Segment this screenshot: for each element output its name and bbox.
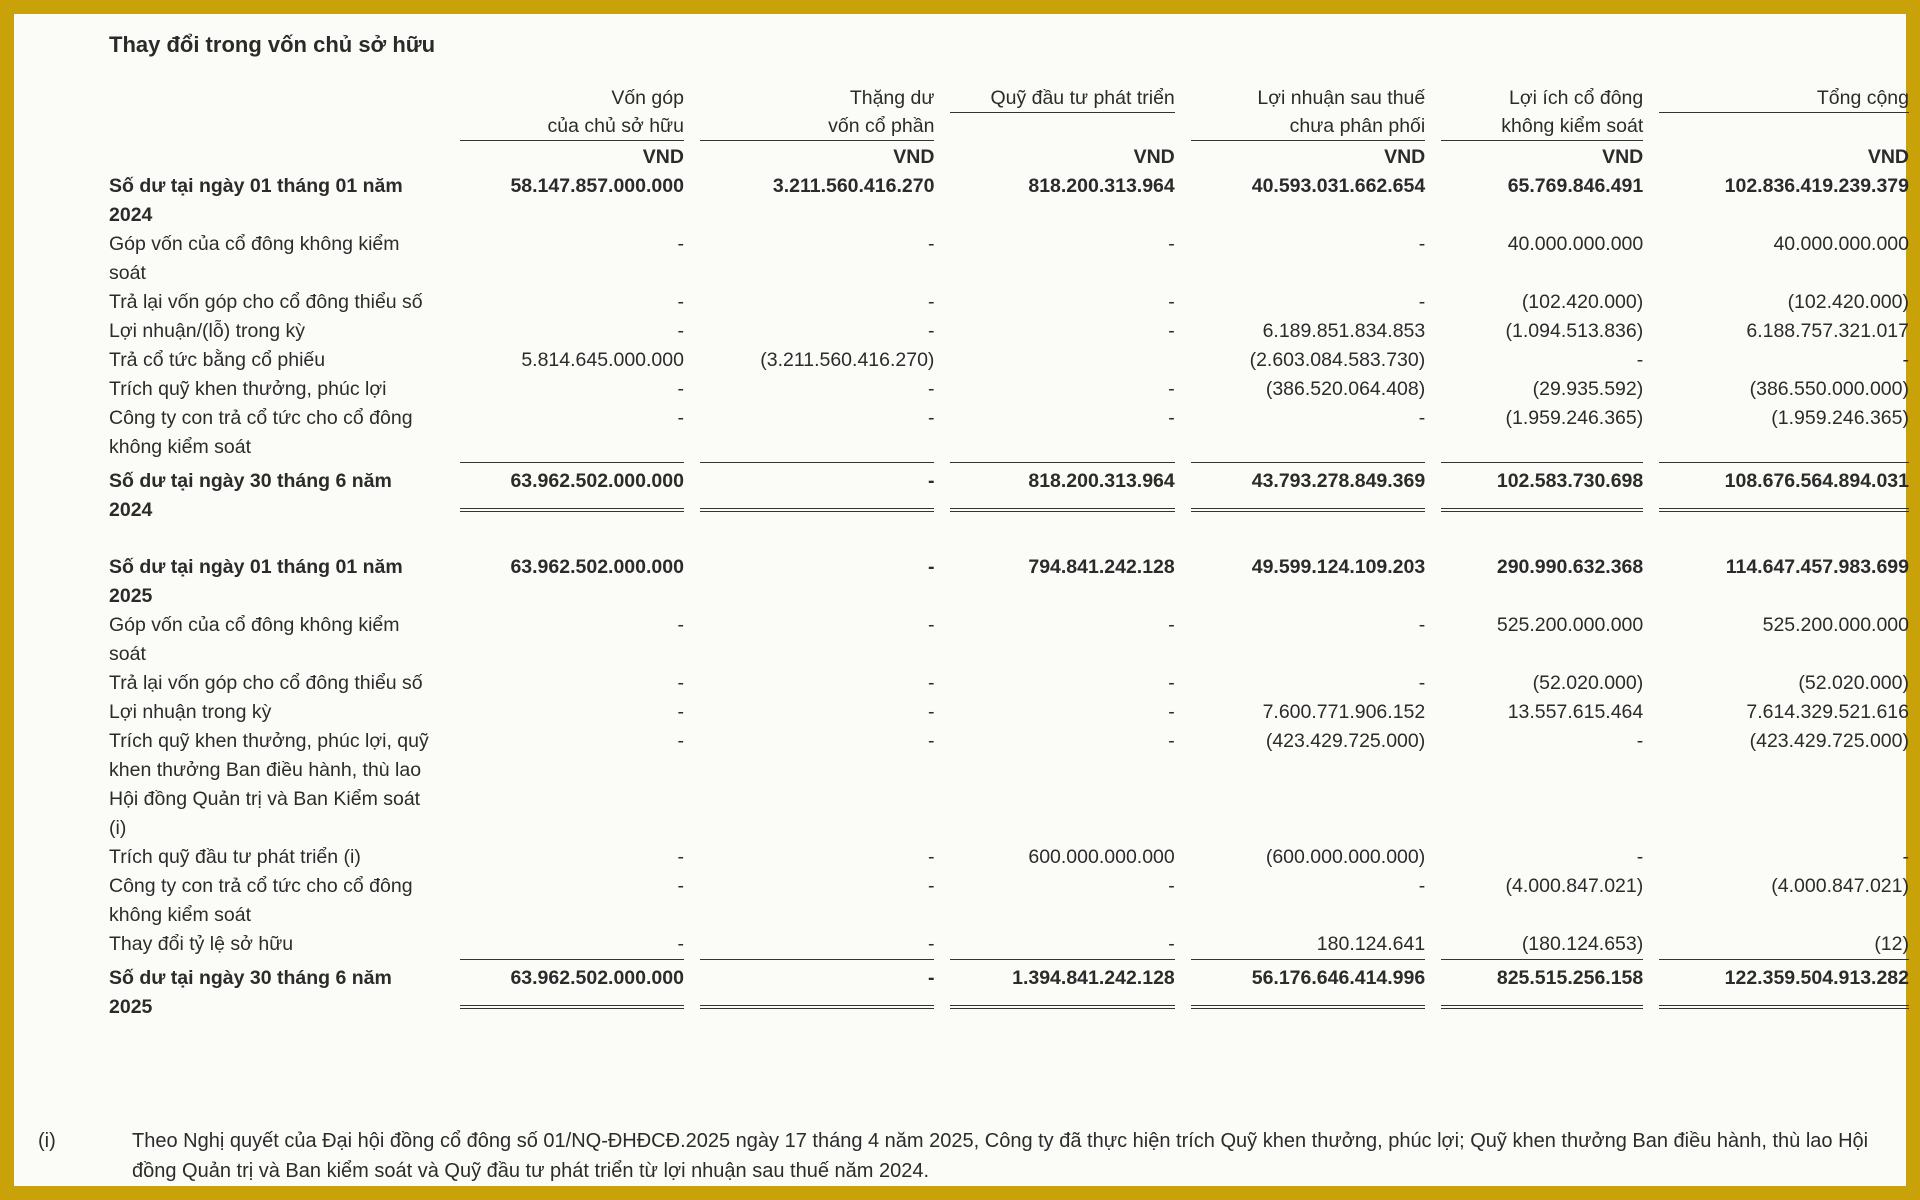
cell-retained-earnings — [1175, 930, 1425, 959]
cell-value: - — [677, 701, 684, 723]
cell-investment-fund — [934, 172, 1174, 230]
cell-owner-capital — [444, 727, 684, 843]
cell-value: (180.124.653) — [1521, 933, 1644, 955]
cell-value: - — [1168, 614, 1175, 636]
cell-value: 6.188.757.321.017 — [1746, 320, 1909, 342]
cell-owner-capital — [444, 959, 684, 1022]
cell-value: 600.000.000.000 — [1028, 846, 1175, 868]
cell-value: - — [1418, 233, 1426, 255]
column-header-investment-fund: Quỹ đầu tư phát triển — [934, 84, 1174, 141]
cell-retained-earnings — [1175, 462, 1425, 525]
cell-total — [1643, 346, 1909, 375]
cell-value: - — [1168, 933, 1175, 955]
row-label: Số dư tại ngày 01 tháng 01 năm 2024 — [109, 175, 403, 226]
cell-value: (1.959.246.365) — [1771, 407, 1909, 429]
cell-value: - — [927, 407, 935, 429]
cell-value: (386.520.064.408) — [1265, 378, 1426, 400]
cell-retained-earnings — [1175, 346, 1425, 375]
unit-retained-earnings: VND — [1384, 146, 1426, 168]
cell-value: - — [677, 291, 684, 313]
cell-value: - — [927, 233, 935, 255]
cell-non-controlling-interest — [1425, 698, 1643, 727]
cell-value: - — [677, 933, 684, 955]
cell-retained-earnings — [1175, 172, 1425, 230]
cell-value: 108.676.564.894.031 — [1659, 462, 1909, 512]
cell-non-controlling-interest — [1425, 346, 1643, 375]
row-label: Số dư tại ngày 01 tháng 01 năm 2025 — [109, 556, 403, 607]
row-label: Góp vốn của cổ đông không kiểm soát — [109, 614, 400, 665]
cell-value: - — [927, 320, 935, 342]
movement-row — [109, 727, 1909, 843]
document-page — [14, 14, 1909, 1186]
cell-value: - — [927, 701, 935, 723]
cell-value: 63.962.502.000.000 — [510, 556, 684, 578]
cell-value: - — [677, 407, 684, 429]
cell-value: - — [700, 959, 934, 1009]
row-label: Công ty con trả cổ tức cho cổ đông không kiểm soát — [109, 875, 413, 926]
cell-retained-earnings — [1175, 872, 1425, 930]
cell-share-premium — [684, 698, 934, 727]
cell-investment-fund — [934, 611, 1174, 669]
cell-value: - — [677, 233, 684, 255]
cell-share-premium — [684, 172, 934, 230]
balance-row — [109, 462, 1909, 525]
cell-investment-fund — [934, 669, 1174, 698]
cell-investment-fund — [934, 553, 1174, 611]
row-label: Số dư tại ngày 30 tháng 6 năm 2025 — [109, 967, 392, 1018]
unit-share-premium: VND — [893, 146, 935, 168]
cell-value: 1.394.841.242.128 — [950, 959, 1174, 1009]
cell-owner-capital — [444, 669, 684, 698]
balance-row — [109, 172, 1909, 230]
cell-total — [1643, 404, 1909, 462]
cell-value: - — [927, 933, 935, 955]
cell-total — [1643, 462, 1909, 525]
movement-row — [109, 375, 1909, 404]
cell-value: 180.124.641 — [1316, 933, 1426, 955]
cell-owner-capital — [444, 288, 684, 317]
cell-value: - — [1418, 407, 1426, 429]
cell-owner-capital — [444, 230, 684, 288]
cell-owner-capital — [444, 404, 684, 462]
footnote-text: Theo Nghị quyết của Đại hội đồng cổ đông số 01/NQ-ĐHĐCĐ.2025 ngày 17 tháng 4 năm 2025, Công ty đã thực hiện trích Quỹ khen thưởng, phúc lợi; Quỹ khen thưởng Ban điều hành, thù lao Hội đồng Quản trị và Ban kiểm soát và Quỹ đầu tư phát triển từ lợi nhuận sau thuế năm 2024. — [132, 1130, 1869, 1182]
movement-row — [109, 698, 1909, 727]
cell-value: - — [927, 672, 935, 694]
movement-row — [109, 230, 1909, 288]
cell-share-premium — [684, 553, 934, 611]
row-label: Trả lại vốn góp cho cổ đông thiểu số — [109, 672, 423, 694]
cell-retained-earnings — [1175, 727, 1425, 843]
cell-share-premium — [684, 230, 934, 288]
cell-value: 6.189.851.834.853 — [1262, 320, 1426, 342]
cell-value: 525.200.000.000 — [1496, 614, 1644, 636]
cell-value: (4.000.847.021) — [1505, 875, 1644, 897]
cell-value: 794.841.242.128 — [1028, 556, 1175, 578]
cell-investment-fund — [934, 930, 1174, 959]
cell-total — [1643, 727, 1909, 843]
cell-share-premium — [684, 843, 934, 872]
cell-owner-capital — [444, 611, 684, 669]
cell-owner-capital — [444, 930, 684, 959]
cell-investment-fund — [934, 843, 1174, 872]
cell-non-controlling-interest — [1425, 930, 1643, 959]
cell-total — [1643, 553, 1909, 611]
cell-share-premium — [684, 669, 934, 698]
cell-value: - — [677, 875, 684, 897]
cell-investment-fund — [934, 872, 1174, 930]
cell-share-premium — [684, 375, 934, 404]
cell-value: (4.000.847.021) — [1771, 875, 1909, 897]
cell-value: - — [1636, 730, 1644, 752]
cell-value: (102.420.000) — [1521, 291, 1644, 313]
cell-owner-capital — [444, 553, 684, 611]
cell-value: 525.200.000.000 — [1762, 614, 1909, 636]
cell-value: (1.094.513.836) — [1505, 320, 1644, 342]
cell-value: 7.614.329.521.616 — [1746, 701, 1909, 723]
cell-value: - — [927, 556, 935, 578]
cell-share-premium — [684, 317, 934, 346]
cell-owner-capital — [444, 375, 684, 404]
cell-retained-earnings — [1175, 230, 1425, 288]
cell-value: 13.557.615.464 — [1507, 701, 1644, 723]
cell-retained-earnings — [1175, 317, 1425, 346]
cell-value: 40.593.031.662.654 — [1251, 175, 1426, 197]
cell-non-controlling-interest — [1425, 959, 1643, 1022]
cell-value: - — [677, 672, 684, 694]
cell-investment-fund — [934, 288, 1174, 317]
movement-row — [109, 346, 1909, 375]
cell-value: 40.000.000.000 — [1773, 233, 1909, 255]
cell-value: - — [677, 730, 684, 752]
cell-value: (102.420.000) — [1787, 291, 1909, 313]
cell-value: 56.176.646.414.996 — [1191, 959, 1425, 1009]
cell-investment-fund — [934, 375, 1174, 404]
cell-total — [1643, 288, 1909, 317]
column-header-retained-earnings: Lợi nhuận sau thuế chưa phân phối — [1175, 84, 1425, 141]
unit-non-controlling-interest: VND — [1602, 146, 1644, 168]
cell-value: (3.211.560.416.270) — [760, 349, 935, 371]
cell-value: - — [1418, 614, 1426, 636]
cell-value: 7.600.771.906.152 — [1262, 701, 1426, 723]
cell-share-premium — [684, 872, 934, 930]
cell-share-premium — [684, 462, 934, 525]
cell-investment-fund — [934, 698, 1174, 727]
cell-non-controlling-interest — [1425, 553, 1643, 611]
cell-retained-earnings — [1175, 669, 1425, 698]
cell-retained-earnings — [1175, 404, 1425, 462]
cell-total — [1643, 959, 1909, 1022]
cell-non-controlling-interest — [1425, 404, 1643, 462]
cell-total — [1643, 843, 1909, 872]
unit-owner-capital: VND — [642, 146, 684, 168]
cell-non-controlling-interest — [1425, 727, 1643, 843]
balance-row — [109, 959, 1909, 1022]
row-label: Trích quỹ khen thưởng, phúc lợi — [109, 378, 387, 400]
cell-share-premium — [684, 959, 934, 1022]
movement-row — [109, 930, 1909, 959]
cell-total — [1643, 872, 1909, 930]
cell-value: - — [677, 614, 684, 636]
cell-total — [1643, 611, 1909, 669]
cell-value: - — [1168, 730, 1175, 752]
cell-value: (1.959.246.365) — [1505, 407, 1644, 429]
row-label: Trích quỹ khen thưởng, phúc lợi, quỹ khen thưởng Ban điều hành, thù lao Hội đồng Quản trị và Ban Kiểm soát (i) — [109, 730, 429, 839]
cell-value: - — [1636, 846, 1644, 868]
row-label: Trả lại vốn góp cho cổ đông thiểu số — [109, 291, 423, 313]
cell-owner-capital — [444, 698, 684, 727]
cell-total — [1643, 317, 1909, 346]
row-label: Lợi nhuận trong kỳ — [109, 701, 272, 723]
cell-retained-earnings — [1175, 611, 1425, 669]
cell-value: 49.599.124.109.203 — [1251, 556, 1426, 578]
cell-value: 63.962.502.000.000 — [460, 959, 684, 1009]
cell-total — [1643, 930, 1909, 959]
unit-total: VND — [1867, 146, 1909, 168]
unit-row — [109, 141, 1909, 172]
cell-share-premium — [684, 288, 934, 317]
cell-value: - — [927, 378, 935, 400]
cell-value: 102.583.730.698 — [1441, 462, 1643, 512]
cell-share-premium — [684, 611, 934, 669]
cell-owner-capital — [444, 843, 684, 872]
section-title: Thay đổi trong vốn chủ sở hữu — [109, 32, 436, 57]
movement-row — [109, 669, 1909, 698]
cell-value: - — [927, 846, 935, 868]
cell-owner-capital — [444, 872, 684, 930]
cell-value: - — [677, 320, 684, 342]
cell-value: 65.769.846.491 — [1507, 175, 1644, 197]
spacer-cell — [109, 525, 1909, 553]
column-header-row — [109, 84, 1909, 141]
cell-value: - — [927, 614, 935, 636]
cell-retained-earnings — [1175, 375, 1425, 404]
cell-retained-earnings — [1175, 288, 1425, 317]
cell-non-controlling-interest — [1425, 288, 1643, 317]
cell-value: (423.429.725.000) — [1265, 730, 1426, 752]
cell-non-controlling-interest — [1425, 317, 1643, 346]
cell-value: 40.000.000.000 — [1507, 233, 1644, 255]
cell-owner-capital — [444, 462, 684, 525]
cell-non-controlling-interest — [1425, 375, 1643, 404]
cell-value: - — [700, 462, 934, 512]
cell-investment-fund — [934, 317, 1174, 346]
movement-row — [109, 872, 1909, 930]
cell-value: 43.793.278.849.369 — [1191, 462, 1425, 512]
cell-value: 290.990.632.368 — [1496, 556, 1644, 578]
equity-changes-table — [109, 84, 1909, 1022]
cell-total — [1643, 230, 1909, 288]
cell-value: - — [1168, 291, 1175, 313]
cell-non-controlling-interest — [1425, 669, 1643, 698]
unit-blank — [109, 141, 444, 172]
cell-non-controlling-interest — [1425, 462, 1643, 525]
column-header-share-premium: Thặng dư vốn cổ phần — [684, 84, 934, 141]
cell-value: (52.020.000) — [1798, 672, 1909, 694]
cell-value: - — [1418, 672, 1426, 694]
cell-total — [1643, 172, 1909, 230]
cell-value: - — [1418, 875, 1426, 897]
cell-total — [1643, 669, 1909, 698]
cell-value: (386.550.000.000) — [1749, 378, 1909, 400]
cell-investment-fund — [934, 462, 1174, 525]
cell-total — [1643, 375, 1909, 404]
cell-value: 58.147.857.000.000 — [510, 175, 684, 197]
column-header-total: Tổng cộng — [1643, 84, 1909, 141]
balance-row — [109, 553, 1909, 611]
cell-share-premium — [684, 930, 934, 959]
cell-value: - — [1168, 701, 1175, 723]
row-label: Trả cổ tức bằng cổ phiếu — [109, 349, 326, 371]
cell-value: - — [1168, 672, 1175, 694]
cell-value: - — [927, 291, 935, 313]
movement-row — [109, 404, 1909, 462]
cell-value: 825.515.256.158 — [1441, 959, 1643, 1009]
header-blank — [109, 84, 444, 141]
cell-value: - — [1168, 875, 1175, 897]
unit-investment-fund: VND — [1133, 146, 1175, 168]
cell-value: 122.359.504.913.282 — [1659, 959, 1909, 1009]
row-label: Công ty con trả cổ tức cho cổ đông không kiểm soát — [109, 407, 413, 458]
cell-retained-earnings — [1175, 553, 1425, 611]
cell-value: (29.935.592) — [1532, 378, 1644, 400]
cell-investment-fund — [934, 230, 1174, 288]
cell-retained-earnings — [1175, 959, 1425, 1022]
cell-owner-capital — [444, 317, 684, 346]
cell-value: 63.962.502.000.000 — [460, 462, 684, 512]
cell-value: 102.836.419.239.379 — [1724, 175, 1909, 197]
row-label: Trích quỹ đầu tư phát triển (i) — [109, 846, 361, 868]
cell-non-controlling-interest — [1425, 872, 1643, 930]
row-label: Góp vốn của cổ đông không kiểm soát — [109, 233, 400, 284]
cell-retained-earnings — [1175, 698, 1425, 727]
cell-non-controlling-interest — [1425, 611, 1643, 669]
row-label: Số dư tại ngày 30 tháng 6 năm 2024 — [109, 470, 392, 521]
column-header-non-controlling-interest: Lợi ích cổ đông không kiểm soát — [1425, 84, 1643, 141]
cell-value: (52.020.000) — [1532, 672, 1644, 694]
movement-row — [109, 611, 1909, 669]
cell-value: - — [927, 730, 935, 752]
cell-non-controlling-interest — [1425, 172, 1643, 230]
cell-investment-fund — [934, 727, 1174, 843]
cell-investment-fund — [934, 404, 1174, 462]
cell-investment-fund — [934, 346, 1174, 375]
cell-value: 818.200.313.964 — [950, 462, 1174, 512]
cell-owner-capital — [444, 346, 684, 375]
row-spacer — [109, 525, 1909, 553]
cell-value: - — [1636, 349, 1644, 371]
cell-share-premium — [684, 727, 934, 843]
row-label: Thay đổi tỷ lệ sở hữu — [109, 933, 294, 955]
cell-total — [1643, 698, 1909, 727]
cell-owner-capital — [444, 172, 684, 230]
cell-value: - — [1418, 291, 1426, 313]
cell-value: - — [927, 875, 935, 897]
cell-non-controlling-interest — [1425, 230, 1643, 288]
cell-non-controlling-interest — [1425, 843, 1643, 872]
movement-row — [109, 317, 1909, 346]
cell-value: - — [1902, 349, 1909, 371]
cell-value: (600.000.000.000) — [1265, 846, 1426, 868]
row-label: Lợi nhuận/(lỗ) trong kỳ — [109, 320, 305, 342]
cell-value: (423.429.725.000) — [1749, 730, 1909, 752]
cell-value: 114.647.457.983.699 — [1725, 556, 1909, 578]
movement-row — [109, 288, 1909, 317]
column-header-owner-capital: Vốn góp của chủ sở hữu — [444, 84, 684, 141]
cell-share-premium — [684, 404, 934, 462]
cell-value: 3.211.560.416.270 — [772, 175, 935, 197]
cell-investment-fund — [934, 959, 1174, 1022]
cell-value: 818.200.313.964 — [1028, 175, 1175, 197]
cell-value: (12) — [1874, 933, 1909, 955]
cell-value: - — [1168, 378, 1175, 400]
cell-value: - — [1902, 846, 1909, 868]
cell-value: (2.603.084.583.730) — [1249, 349, 1426, 371]
cell-value: - — [677, 846, 684, 868]
cell-value: 5.814.645.000.000 — [521, 349, 684, 371]
cell-value: - — [1168, 407, 1175, 429]
cell-value: - — [1168, 320, 1175, 342]
footnote-marker: (i) — [38, 1130, 56, 1152]
cell-value: - — [677, 378, 684, 400]
cell-share-premium — [684, 346, 934, 375]
movement-row — [109, 843, 1909, 872]
cell-value: - — [1168, 233, 1175, 255]
cell-retained-earnings — [1175, 843, 1425, 872]
